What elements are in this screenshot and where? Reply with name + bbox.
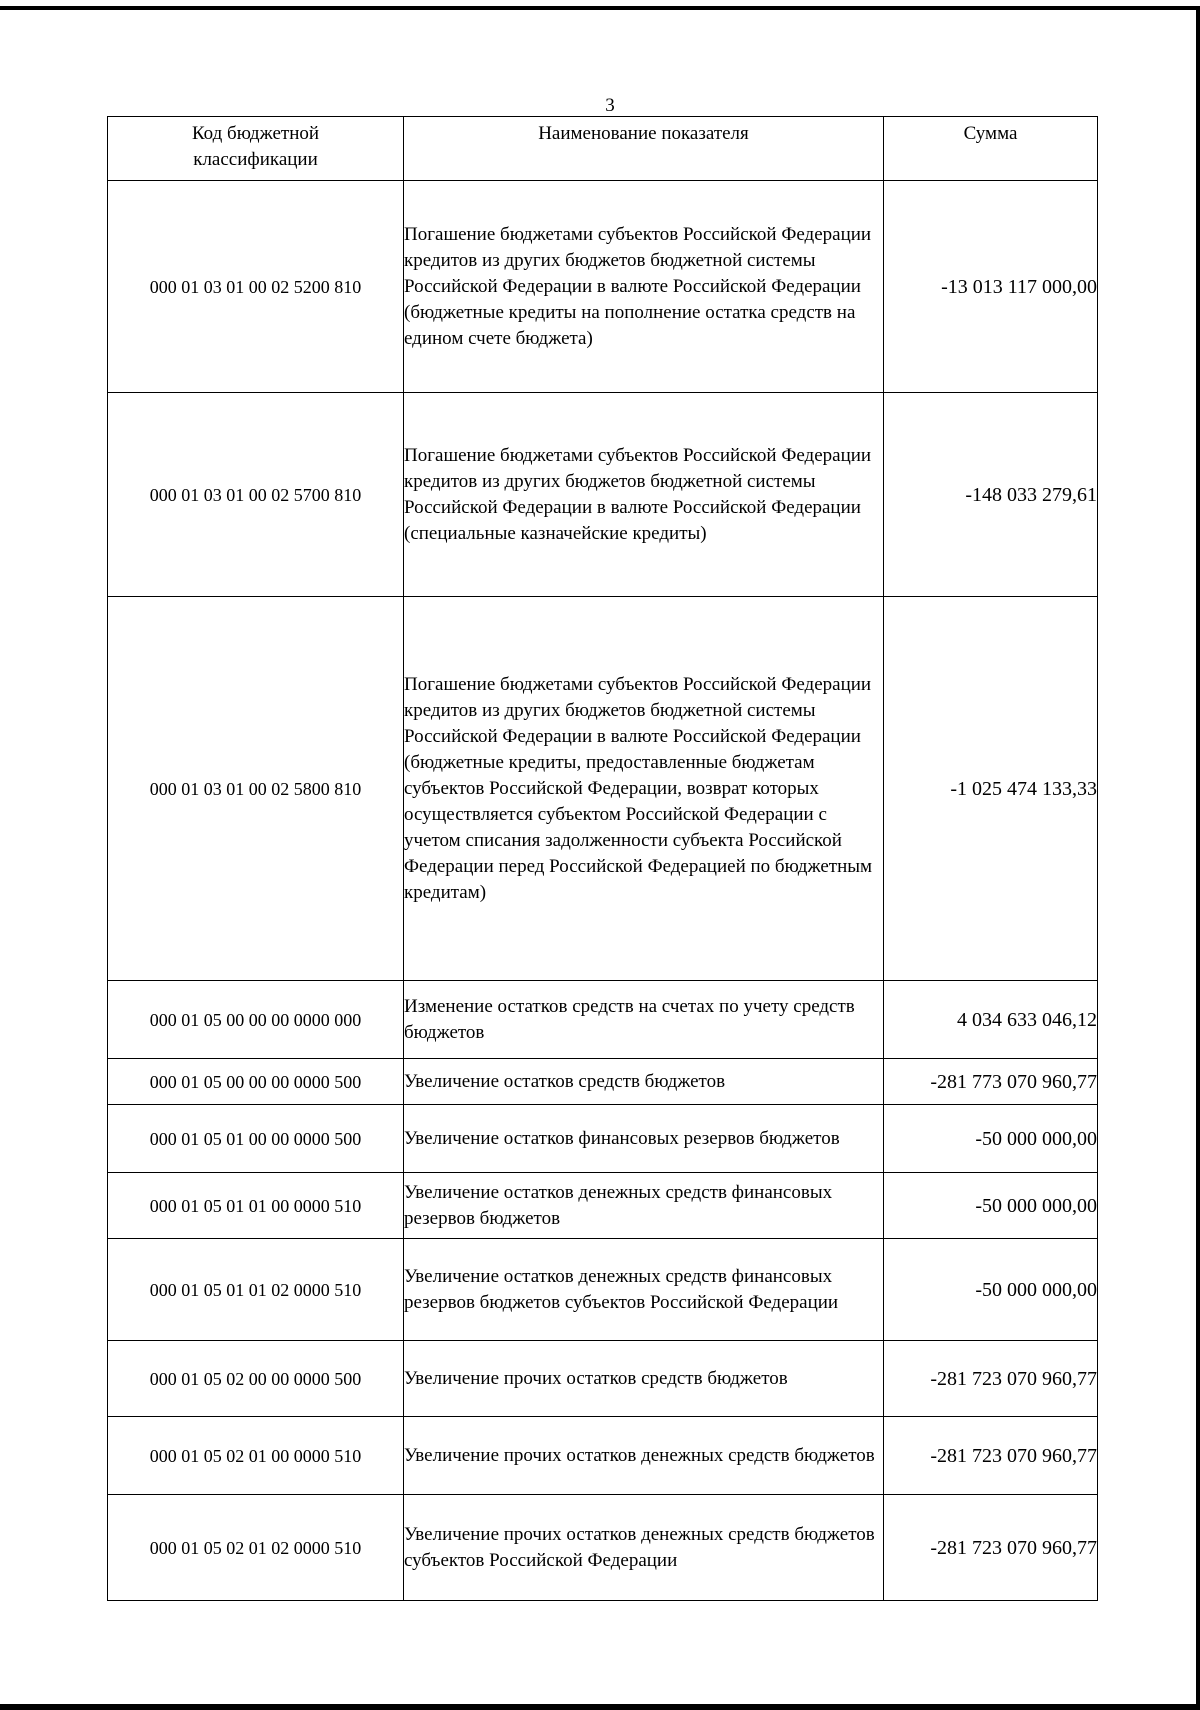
row-sum: -281 723 070 960,77 — [884, 1341, 1098, 1417]
row-sum: -281 723 070 960,77 — [884, 1495, 1098, 1601]
header-name: Наименование показателя — [404, 117, 884, 181]
table-row — [108, 1341, 1098, 1417]
row-code: 000 01 05 02 01 02 0000 510 — [108, 1495, 404, 1601]
table-row — [108, 1417, 1098, 1495]
page-edge-bottom — [0, 1704, 1200, 1710]
row-name: Увеличение остатков денежных средств финансовых резервов бюджетов — [404, 1173, 884, 1239]
row-name: Погашение бюджетами субъектов Российской Федерации кредитов из других бюджетов бюджетной системы Российской Федерации в валюте Российской Федерации (специальные казначейские кредиты) — [404, 393, 884, 597]
row-code: 000 01 05 02 01 00 0000 510 — [108, 1417, 404, 1495]
row-name: Увеличение прочих остатков денежных средств бюджетов субъектов Российской Федерации — [404, 1495, 884, 1601]
row-sum: -50 000 000,00 — [884, 1173, 1098, 1239]
row-code: 000 01 03 01 00 02 5700 810 — [108, 393, 404, 597]
row-sum: 4 034 633 046,12 — [884, 981, 1098, 1059]
row-sum: -281 723 070 960,77 — [884, 1417, 1098, 1495]
row-name: Изменение остатков средств на счетах по учету средств бюджетов — [404, 981, 884, 1059]
row-code: 000 01 05 01 00 00 0000 500 — [108, 1105, 404, 1173]
header-code: Код бюджетной классификации — [108, 117, 404, 181]
row-code: 000 01 03 01 00 02 5200 810 — [108, 181, 404, 393]
table-row — [108, 1059, 1098, 1105]
table-header-row — [108, 117, 1098, 181]
table-row — [108, 597, 1098, 981]
row-code: 000 01 05 01 01 02 0000 510 — [108, 1239, 404, 1341]
table-row — [108, 1173, 1098, 1239]
row-name: Погашение бюджетами субъектов Российской Федерации кредитов из других бюджетов бюджетной системы Российской Федерации в валюте Российской Федерации (бюджетные кредиты на пополнение остатка средств на едином счете бюджета) — [404, 181, 884, 393]
row-name: Погашение бюджетами субъектов Российской Федерации кредитов из других бюджетов бюджетной системы Российской Федерации в валюте Российской Федерации (бюджетные кредиты, предоставленные бюджетам субъектов Российской Федерации, возврат которых осуществляется субъектом Российской Федерации с учетом списания задолженности субъекта Российской Федерации перед Российской Федерацией по бюджетным кредитам) — [404, 597, 884, 981]
row-name: Увеличение остатков финансовых резервов бюджетов — [404, 1105, 884, 1173]
row-name: Увеличение остатков средств бюджетов — [404, 1059, 884, 1105]
row-code: 000 01 03 01 00 02 5800 810 — [108, 597, 404, 981]
row-sum: -148 033 279,61 — [884, 393, 1098, 597]
table-row — [108, 1495, 1098, 1601]
row-code: 000 01 05 02 00 00 0000 500 — [108, 1341, 404, 1417]
row-name: Увеличение прочих остатков денежных средств бюджетов — [404, 1417, 884, 1495]
row-sum: -13 013 117 000,00 — [884, 181, 1098, 393]
page-edge-right — [1196, 6, 1200, 1706]
table-row — [108, 1105, 1098, 1173]
row-name: Увеличение остатков денежных средств финансовых резервов бюджетов субъектов Российской Федерации — [404, 1239, 884, 1341]
row-code: 000 01 05 01 01 00 0000 510 — [108, 1173, 404, 1239]
row-sum: -1 025 474 133,33 — [884, 597, 1098, 981]
page-number: 3 — [605, 95, 615, 116]
table-row — [108, 1239, 1098, 1341]
table-row — [108, 181, 1098, 393]
page-edge-top — [0, 6, 1200, 10]
row-sum: -281 773 070 960,77 — [884, 1059, 1098, 1105]
row-code: 000 01 05 00 00 00 0000 500 — [108, 1059, 404, 1105]
table-row — [108, 981, 1098, 1059]
row-code: 000 01 05 00 00 00 0000 000 — [108, 981, 404, 1059]
budget-table — [107, 116, 1098, 1601]
table-row — [108, 393, 1098, 597]
row-sum: -50 000 000,00 — [884, 1239, 1098, 1341]
header-sum: Сумма — [884, 117, 1098, 181]
row-sum: -50 000 000,00 — [884, 1105, 1098, 1173]
row-name: Увеличение прочих остатков средств бюджетов — [404, 1341, 884, 1417]
